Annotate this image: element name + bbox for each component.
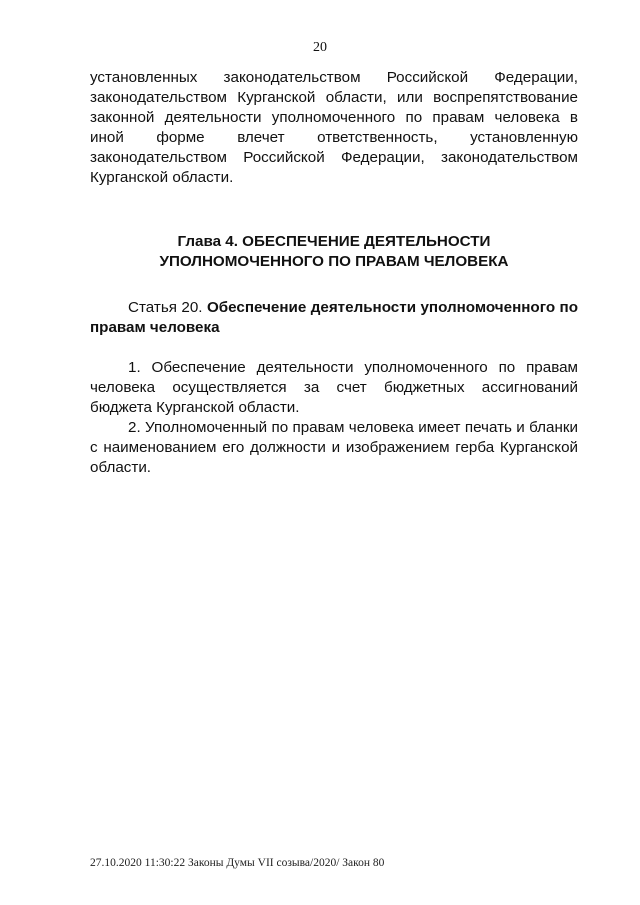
article-heading bbox=[90, 298, 578, 338]
chapter-heading-line-2: УПОЛНОМОЧЕННОГО ПО ПРАВАМ ЧЕЛОВЕКА bbox=[159, 253, 509, 270]
clause-2: 2. Уполномоченный по правам человека имеет печать и бланки с наименованием его должности и изображением герба Курганской области. bbox=[90, 419, 578, 476]
clause-1: 1. Обеспечение деятельности уполномоченного по правам человека осуществляется за счет бюджетных ассигнований бюджета Курганской области. bbox=[90, 359, 578, 416]
intro-paragraph: установленных законодательством Российской Федерации, законодательством Курганской области, или воспрепятствование законной деятельности уполномоченного по правам человека в иной форме влечет ответственность, установленную законодательством Российской Федерации, законодательством Курганской области. bbox=[90, 69, 578, 186]
article-title: Обеспечение деятельности уполномоченного по правам человека bbox=[90, 299, 578, 336]
chapter-heading bbox=[90, 232, 578, 272]
document-body bbox=[90, 68, 578, 478]
chapter-heading-line-1: Глава 4. ОБЕСПЕЧЕНИЕ ДЕЯТЕЛЬНОСТИ bbox=[177, 233, 491, 250]
article-label: Статья 20. bbox=[128, 299, 203, 316]
footer-stamp: 27.10.2020 11:30:22 Законы Думы VII созыва/2020/ Закон 80 bbox=[90, 857, 385, 869]
page-number: 20 bbox=[313, 40, 327, 55]
